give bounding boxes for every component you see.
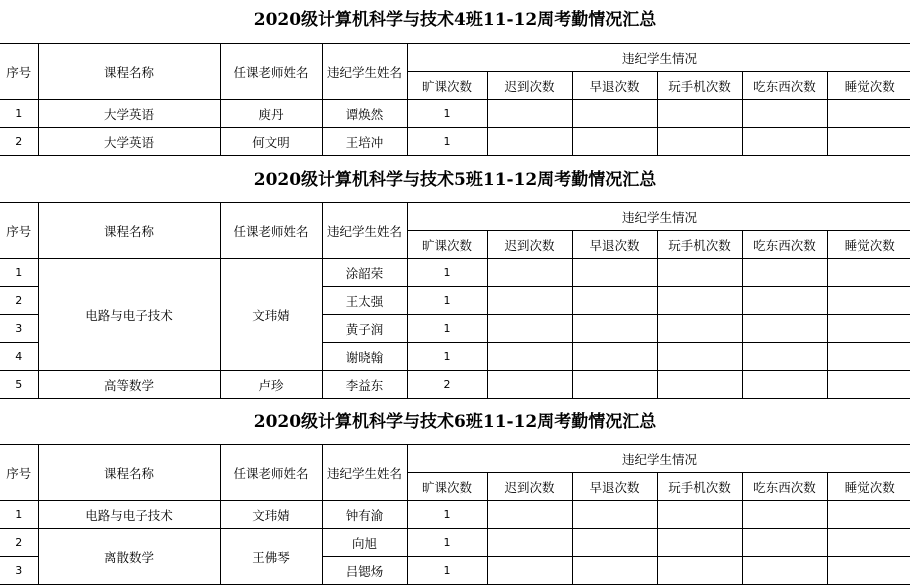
- section-title-class-6: 2020级计算机科学与技术6班11-12周考勤情况汇总: [253, 412, 657, 432]
- row-eating: [742, 343, 827, 371]
- table-row: [0, 529, 910, 557]
- row-sleep: [827, 259, 910, 287]
- header-absent: 旷课次数: [407, 72, 487, 100]
- table-row: [0, 371, 910, 399]
- row-sleep: [827, 371, 910, 399]
- header-row: [0, 203, 910, 231]
- header-early: 早退次数: [572, 231, 657, 259]
- header-sleep: 睡觉次数: [827, 72, 910, 100]
- row-phone: [657, 128, 742, 156]
- row-late: [487, 287, 572, 315]
- row-student: 王培冲: [322, 128, 407, 156]
- row-early: [572, 557, 657, 585]
- row-student: 王太强: [322, 287, 407, 315]
- row-seq: 4: [0, 343, 38, 371]
- row-late: [487, 343, 572, 371]
- row-absent: 2: [407, 371, 487, 399]
- row-phone: [657, 529, 742, 557]
- header-teacher: 任课老师姓名: [220, 203, 322, 259]
- row-eating: [742, 259, 827, 287]
- row-eating: [742, 287, 827, 315]
- header-seq: 序号: [0, 44, 38, 100]
- row-course: 高等数学: [38, 371, 220, 399]
- row-late: [487, 529, 572, 557]
- row-phone: [657, 371, 742, 399]
- row-absent: 1: [407, 557, 487, 585]
- row-student: 钟有渝: [322, 501, 407, 529]
- header-eating: 吃东西次数: [742, 231, 827, 259]
- header-late: 迟到次数: [487, 72, 572, 100]
- row-late: [487, 501, 572, 529]
- row-teacher: 卢珍: [220, 371, 322, 399]
- row-absent: 1: [407, 100, 487, 128]
- header-early: 早退次数: [572, 72, 657, 100]
- header-student: 违纪学生姓名: [322, 445, 407, 501]
- row-eating: [742, 128, 827, 156]
- row-early: [572, 529, 657, 557]
- row-seq: 3: [0, 315, 38, 343]
- table-row: [0, 259, 910, 287]
- row-early: [572, 259, 657, 287]
- header-eating: 吃东西次数: [742, 473, 827, 501]
- row-teacher: 王佛琴: [220, 529, 322, 585]
- attendance-table-class-4: [0, 43, 910, 156]
- header-student: 违纪学生姓名: [322, 203, 407, 259]
- table-row: [0, 128, 910, 156]
- row-early: [572, 315, 657, 343]
- row-late: [487, 128, 572, 156]
- row-sleep: [827, 287, 910, 315]
- header-phone: 玩手机次数: [657, 72, 742, 100]
- row-course: 电路与电子技术: [38, 259, 220, 371]
- header-early: 早退次数: [572, 473, 657, 501]
- header-absent: 旷课次数: [407, 231, 487, 259]
- row-early: [572, 501, 657, 529]
- header-eating: 吃东西次数: [742, 72, 827, 100]
- row-seq: 2: [0, 128, 38, 156]
- row-seq: 5: [0, 371, 38, 399]
- row-seq: 1: [0, 259, 38, 287]
- section-title-class-5: 2020级计算机科学与技术5班11-12周考勤情况汇总: [253, 170, 657, 190]
- row-phone: [657, 259, 742, 287]
- section-title-class-4: 2020级计算机科学与技术4班11-12周考勤情况汇总: [253, 10, 657, 30]
- row-seq: 2: [0, 529, 38, 557]
- row-eating: [742, 315, 827, 343]
- header-seq: 序号: [0, 203, 38, 259]
- header-late: 迟到次数: [487, 231, 572, 259]
- row-sleep: [827, 128, 910, 156]
- row-sleep: [827, 501, 910, 529]
- row-teacher: 文玮婧: [220, 501, 322, 529]
- header-row: [0, 445, 910, 473]
- header-absent: 旷课次数: [407, 473, 487, 501]
- row-teacher: 文玮婧: [220, 259, 322, 371]
- header-teacher: 任课老师姓名: [220, 44, 322, 100]
- row-teacher: 何文明: [220, 128, 322, 156]
- row-late: [487, 100, 572, 128]
- row-phone: [657, 343, 742, 371]
- row-phone: [657, 557, 742, 585]
- row-phone: [657, 501, 742, 529]
- attendance-table-class-6: [0, 444, 910, 585]
- row-absent: 1: [407, 259, 487, 287]
- row-course: 电路与电子技术: [38, 501, 220, 529]
- row-course: 离散数学: [38, 529, 220, 585]
- row-sleep: [827, 315, 910, 343]
- row-early: [572, 343, 657, 371]
- row-absent: 1: [407, 287, 487, 315]
- header-phone: 玩手机次数: [657, 473, 742, 501]
- header-course: 课程名称: [38, 445, 220, 501]
- row-early: [572, 287, 657, 315]
- header-phone: 玩手机次数: [657, 231, 742, 259]
- row-early: [572, 371, 657, 399]
- row-teacher: 庾丹: [220, 100, 322, 128]
- row-sleep: [827, 100, 910, 128]
- row-sleep: [827, 529, 910, 557]
- table-row: [0, 100, 910, 128]
- attendance-table-class-5: [0, 202, 910, 399]
- row-course: 大学英语: [38, 100, 220, 128]
- row-eating: [742, 371, 827, 399]
- header-violations: 违纪学生情况: [407, 445, 910, 473]
- row-early: [572, 128, 657, 156]
- table-row: [0, 501, 910, 529]
- row-student: 向旭: [322, 529, 407, 557]
- row-student: 涂韶荣: [322, 259, 407, 287]
- header-student: 违纪学生姓名: [322, 44, 407, 100]
- header-row: [0, 44, 910, 72]
- header-sleep: 睡觉次数: [827, 473, 910, 501]
- header-teacher: 任课老师姓名: [220, 445, 322, 501]
- row-student: 李益东: [322, 371, 407, 399]
- row-sleep: [827, 343, 910, 371]
- row-late: [487, 557, 572, 585]
- row-absent: 1: [407, 529, 487, 557]
- row-student: 黄子润: [322, 315, 407, 343]
- row-absent: 1: [407, 501, 487, 529]
- header-sleep: 睡觉次数: [827, 231, 910, 259]
- row-absent: 1: [407, 315, 487, 343]
- row-absent: 1: [407, 128, 487, 156]
- row-seq: 1: [0, 501, 38, 529]
- row-sleep: [827, 557, 910, 585]
- row-early: [572, 100, 657, 128]
- row-student: 谭焕然: [322, 100, 407, 128]
- row-seq: 1: [0, 100, 38, 128]
- row-course: 大学英语: [38, 128, 220, 156]
- row-late: [487, 259, 572, 287]
- row-eating: [742, 501, 827, 529]
- row-seq: 3: [0, 557, 38, 585]
- header-course: 课程名称: [38, 44, 220, 100]
- header-course: 课程名称: [38, 203, 220, 259]
- row-eating: [742, 529, 827, 557]
- row-late: [487, 371, 572, 399]
- row-absent: 1: [407, 343, 487, 371]
- row-seq: 2: [0, 287, 38, 315]
- header-violations: 违纪学生情况: [407, 203, 910, 231]
- row-eating: [742, 557, 827, 585]
- row-late: [487, 315, 572, 343]
- row-student: 谢晓翰: [322, 343, 407, 371]
- row-phone: [657, 100, 742, 128]
- row-phone: [657, 287, 742, 315]
- header-violations: 违纪学生情况: [407, 44, 910, 72]
- header-late: 迟到次数: [487, 473, 572, 501]
- header-seq: 序号: [0, 445, 38, 501]
- row-eating: [742, 100, 827, 128]
- row-phone: [657, 315, 742, 343]
- row-student: 吕锶炀: [322, 557, 407, 585]
